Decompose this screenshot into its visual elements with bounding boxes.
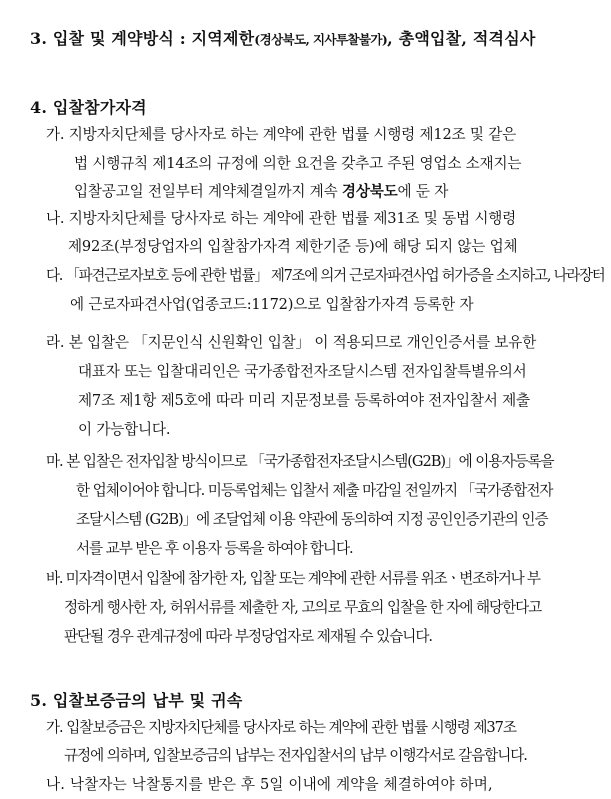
item-da-line-2: 에 근로자파견사업(업종코드:1172)으로 입찰참가자격 등록한 자	[70, 296, 474, 313]
section-3-region-note: (경상북도, 지사투찰불가)	[254, 32, 388, 47]
section-5-heading: 5. 입찰보증금의 납부 및 귀속	[30, 691, 243, 710]
item-na-line-1: 나. 지방자치단체를 당사자로 하는 계약에 관한 법률 제31조 및 동법 시행령	[46, 210, 517, 227]
item-ma-line-3: 조달시스템 (G2B)」에 조달업체 이용 약관에 동의하여 지정 공인인증기관의 인증	[76, 511, 548, 528]
section-4-heading: 4. 입찰참가자격	[30, 98, 147, 117]
item-ra-line-1: 라. 본 입찰은 「지문인식 신원확인 입찰」 이 적용되므로 개인인증서를 보유한	[46, 334, 537, 351]
sec5-item-na-line-1: 나. 낙찰자는 낙찰통지를 받은 후 5일 이내에 계약을 체결하여야 하며,	[46, 776, 493, 793]
section-3-text-rest: , 총액입찰, 적격심사	[387, 29, 536, 48]
sec5-item-ga-line-1: 가. 입찰보증금은 지방자치단체를 당사자로 하는 계약에 관한 법률 시행령 제37조	[46, 719, 516, 736]
item-ga-line-3-text: 입찰공고일 전일부터 계약체결일까지 계속	[74, 183, 342, 200]
item-ba-line-3: 판단될 경우 관계규정에 따라 부정당업자로 제재될 수 있습니다.	[64, 628, 432, 645]
item-ra-line-3: 제7조 제1항 제5호에 따라 미리 지문정보를 등록하여야 전자입찰서 제출	[78, 392, 530, 409]
item-ga-line-2: 법 시행규칙 제14조의 규정에 의한 요건을 갖추고 주된 영업소 소재지는	[74, 155, 522, 172]
item-ga-line-3-end: 에 둔 자	[397, 183, 449, 200]
item-ga-line-3	[74, 182, 448, 202]
sec5-item-ga-line-2: 규정에 의하며, 입찰보증금의 납부는 전자입찰서의 납부 이행각서로 갈음합니다.	[64, 747, 527, 764]
item-ra-line-2: 대표자 또는 입찰대리인은 국가종합전자조달시스템 전자입찰특별유의서	[78, 363, 527, 380]
item-na-line-2: 제92조(부정당업자의 입찰참가자격 제한기준 등)에 해당 되지 않는 업체	[68, 238, 518, 255]
item-ma-line-4: 서를 교부 받은 후 이용자 등록을 하여야 합니다.	[76, 540, 353, 557]
item-ra-line-4: 이 가능합니다.	[78, 421, 171, 438]
item-ga-line-1: 가. 지방자치단체를 당사자로 하는 계약에 관한 법률 시행령 제12조 및 같은	[46, 126, 517, 143]
item-ba-line-1: 바. 미자격이면서 입찰에 참가한 자, 입찰 또는 계약에 관한 서류를 위조ㆍ변조하거나 부	[46, 570, 540, 587]
region-name: 경상북도	[341, 183, 398, 200]
item-da-line-1: 다. 「파견근로자보호 등에 관한 법률」 제7조에 의거 근로자파견사업 허가증을 소지하고, 나라장터	[46, 267, 605, 284]
item-ma-line-1: 마. 본 입찰은 전자입찰 방식이므로 「국가종합전자조달시스템(G2B)」에 이용자등록을	[46, 453, 554, 470]
item-ma-line-2: 한 업체이어야 합니다. 미등록업체는 입찰서 제출 마감일 전일까지 「국가종합전자	[76, 482, 553, 499]
item-ba-line-2: 정하게 행사한 자, 허위서류를 제출한 자, 고의로 무효의 입찰을 한 자에 해당한다고	[64, 599, 542, 616]
section-3-heading	[30, 26, 536, 49]
section-3-text: 3. 입찰 및 계약방식 : 지역제한	[30, 29, 255, 48]
